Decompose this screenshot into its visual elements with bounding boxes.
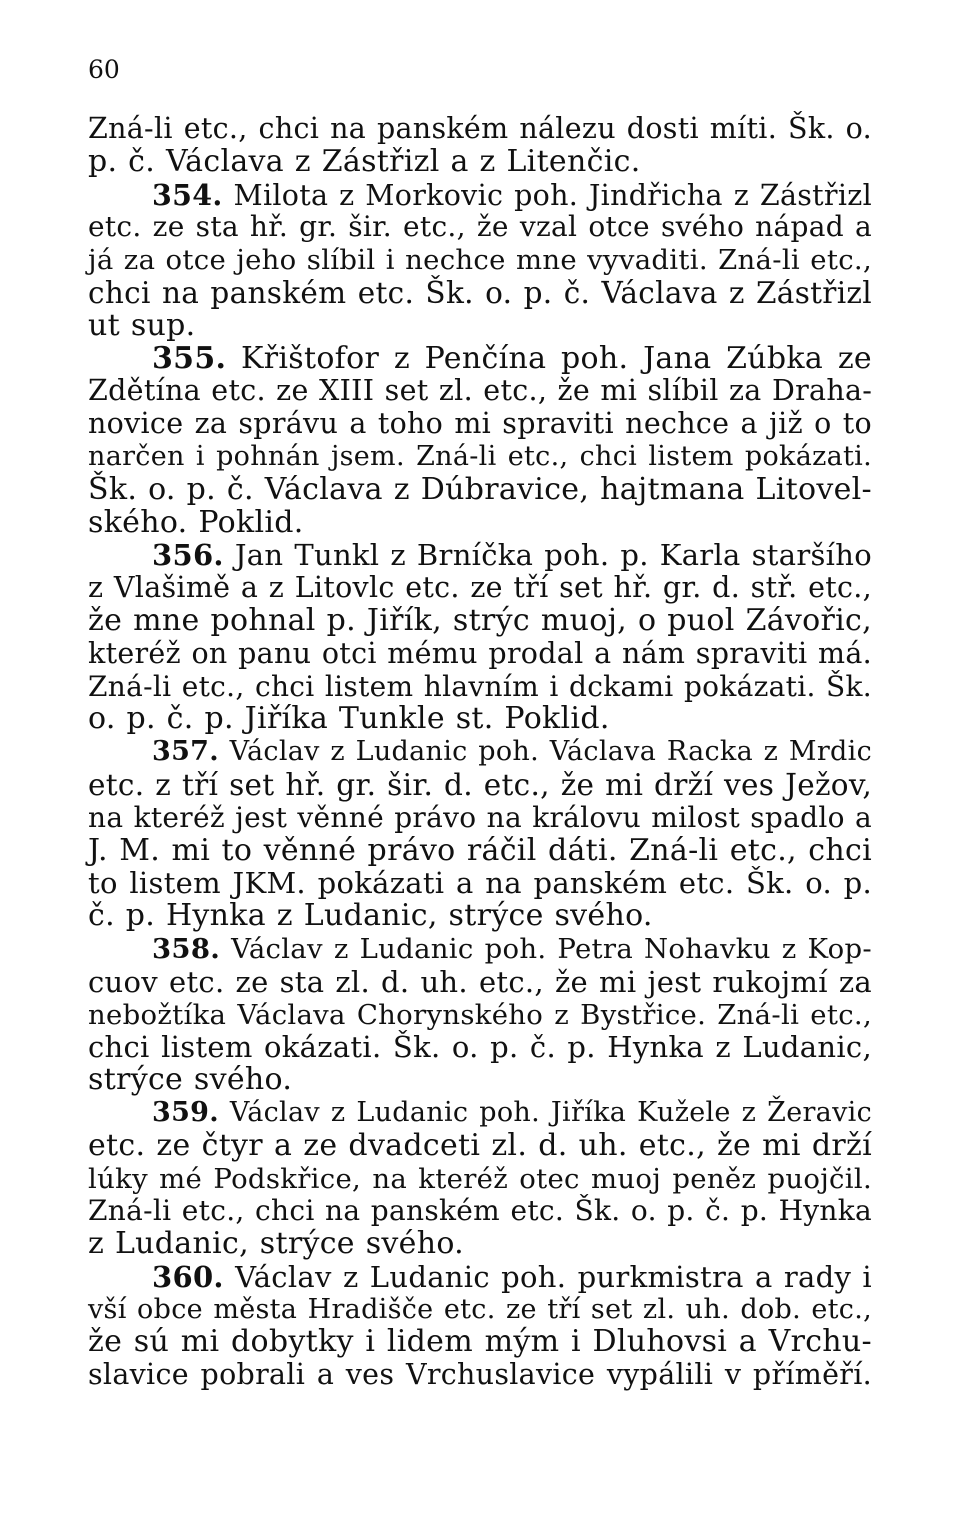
line-text: lúky mé Podskřice, na kteréž otec muoj peněz puojčil. <box>88 1162 872 1195</box>
line-text: Křištofor z Penčína poh. Jana Zúbka ze <box>226 340 872 376</box>
text-line <box>88 375 872 408</box>
entry-number: 358. <box>152 932 221 965</box>
text-line <box>88 999 872 1032</box>
line-text: ut sup. <box>88 307 196 343</box>
page-number: 60 <box>88 55 120 84</box>
text-line <box>88 504 872 540</box>
text-line <box>88 671 872 704</box>
text-line <box>88 408 872 441</box>
entry-number: 356. <box>152 538 224 573</box>
text-line <box>88 1064 872 1097</box>
text-line <box>88 867 872 900</box>
text-line <box>88 602 872 638</box>
line-text: chci na panském etc. Šk. o. p. č. Václava z Zástřizl <box>88 275 872 310</box>
entry-number: 355. <box>152 340 227 376</box>
text-line <box>88 113 872 146</box>
text-line <box>88 1127 872 1163</box>
entry-first-line <box>88 179 872 212</box>
text-line <box>88 769 872 802</box>
line-text: Zdětína etc. ze XIII set zl. etc., že mi slíbil za Draha- <box>88 374 873 408</box>
line-text: nebožtíka Václava Chorynského z Bystřice. Zná-li etc., <box>88 998 872 1031</box>
line-text: že sú mi dobytky i lidem mým i Dluhovsi a Vrchu- <box>88 1324 872 1360</box>
entry-first-line <box>88 933 872 966</box>
text-line <box>88 1326 872 1359</box>
line-text: strýce svého. <box>88 1062 293 1098</box>
text-line <box>88 307 872 343</box>
entry-first-line <box>88 1261 872 1294</box>
line-text: chci listem okázati. Šk. o. p. č. p. Hynka z Ludanic, <box>88 1030 872 1065</box>
text-line <box>88 244 872 277</box>
line-text: Václav z Ludanic poh. Petra Nohavku z Kop- <box>220 932 872 965</box>
entry-number: 357. <box>152 736 219 768</box>
line-text: Zná-li etc., chci listem hlavním i dckami pokázati. Šk. <box>88 669 872 703</box>
line-text: slavice pobrali a ves Vrchuslavice vypálili v příměří. <box>88 1358 872 1392</box>
text-line <box>88 143 872 179</box>
entry-number: 360. <box>152 1259 224 1294</box>
text-line <box>88 1163 872 1196</box>
line-text: Šk. o. p. č. Václava z Dúbravice, hajtmana Litovel- <box>88 471 872 507</box>
body-text <box>88 113 872 1392</box>
line-text: narčen i pohnán jsem. Zná-li etc., chci listem pokázati. <box>88 440 872 472</box>
line-text: Václav z Ludanic poh. Jiříka Kužele z Žeravic <box>218 1096 872 1128</box>
line-text: etc. z tří set hř. gr. šir. d. etc., že mi drží ves Ježov, <box>88 767 872 802</box>
line-text: kteréž on panu otci mému prodal a nám spraviti má. <box>88 636 872 670</box>
text-line <box>88 1359 872 1392</box>
text-line <box>88 638 872 671</box>
text-line <box>88 1195 872 1228</box>
line-text: to listem JKM. pokázati a na panském etc. Šk. o. p. <box>88 866 872 901</box>
line-text: č. p. Hynka z Ludanic, strýce svého. <box>88 898 653 934</box>
line-text: z Vlašimě a z Litovlc etc. ze tří set hř. gr. d. stř. etc., <box>88 571 872 605</box>
line-text: Václav z Ludanic poh. Václava Racka z Mrdic <box>218 736 872 768</box>
line-text: Jan Tunkl z Brníčka poh. p. Karla staršího <box>223 538 872 573</box>
text-line <box>88 572 872 605</box>
text-line <box>88 832 872 868</box>
line-text: p. č. Václava z Zástřizl a z Litenčic. <box>88 143 641 179</box>
line-text: že mne pohnal p. Jiřík, strýc muoj, o puol Závořic, <box>88 602 872 638</box>
line-text: ského. Poklid. <box>88 504 304 540</box>
line-text: z Ludanic, strýce svého. <box>88 1226 464 1262</box>
entry-number: 359. <box>152 1096 219 1128</box>
line-text: já za otce jeho slíbil i nechce mne vyvaditi. Zná-li etc., <box>88 244 872 277</box>
line-text: o. p. č. p. Jiříka Tunkle st. Poklid. <box>88 701 610 737</box>
line-text: na kteréž jest věnné právo na královu milost spadlo a <box>88 800 872 834</box>
text-line <box>88 1228 872 1261</box>
text-line <box>88 1294 872 1327</box>
text-line <box>88 211 872 244</box>
text-line <box>88 1031 872 1064</box>
entry-number: 354. <box>152 177 223 212</box>
line-text: Václav z Ludanic poh. purkmistra a rady i <box>223 1259 872 1294</box>
entry-first-line <box>88 340 872 376</box>
line-text: vší obce města Hradišče etc. ze tří set zl. uh. dob. etc., <box>88 1293 872 1325</box>
text-line <box>88 966 872 999</box>
text-line <box>88 441 872 474</box>
text-line <box>88 900 872 933</box>
line-text: Zná-li etc., chci na panském etc. Šk. o. p. č. p. Hynka <box>88 1194 872 1228</box>
line-text: etc. ze čtyr a ze dvadceti zl. d. uh. etc., že mi drží <box>88 1127 872 1163</box>
text-line <box>88 703 872 736</box>
text-line <box>88 471 872 507</box>
line-text: cuov etc. ze sta zl. d. uh. etc., že mi jest rukojmí za <box>88 964 872 999</box>
text-line <box>88 277 872 310</box>
line-text: Zná-li etc., chci na panském nálezu dosti míti. Šk. o. <box>88 112 872 145</box>
line-text: novice za správu a toho mi spraviti nechce a již o to <box>88 407 872 441</box>
entry-first-line <box>88 736 872 769</box>
text-line <box>88 802 872 835</box>
line-text: J. M. mi to věnné právo ráčil dáti. Zná-li etc., chci <box>88 832 872 868</box>
line-text: etc. ze sta hř. gr. šir. etc., že vzal otce svého nápad a <box>88 210 872 244</box>
entry-first-line <box>88 539 872 572</box>
line-text: Milota z Morkovic poh. Jindřicha z Zástřizl <box>222 178 872 212</box>
entry-first-line <box>88 1097 872 1130</box>
